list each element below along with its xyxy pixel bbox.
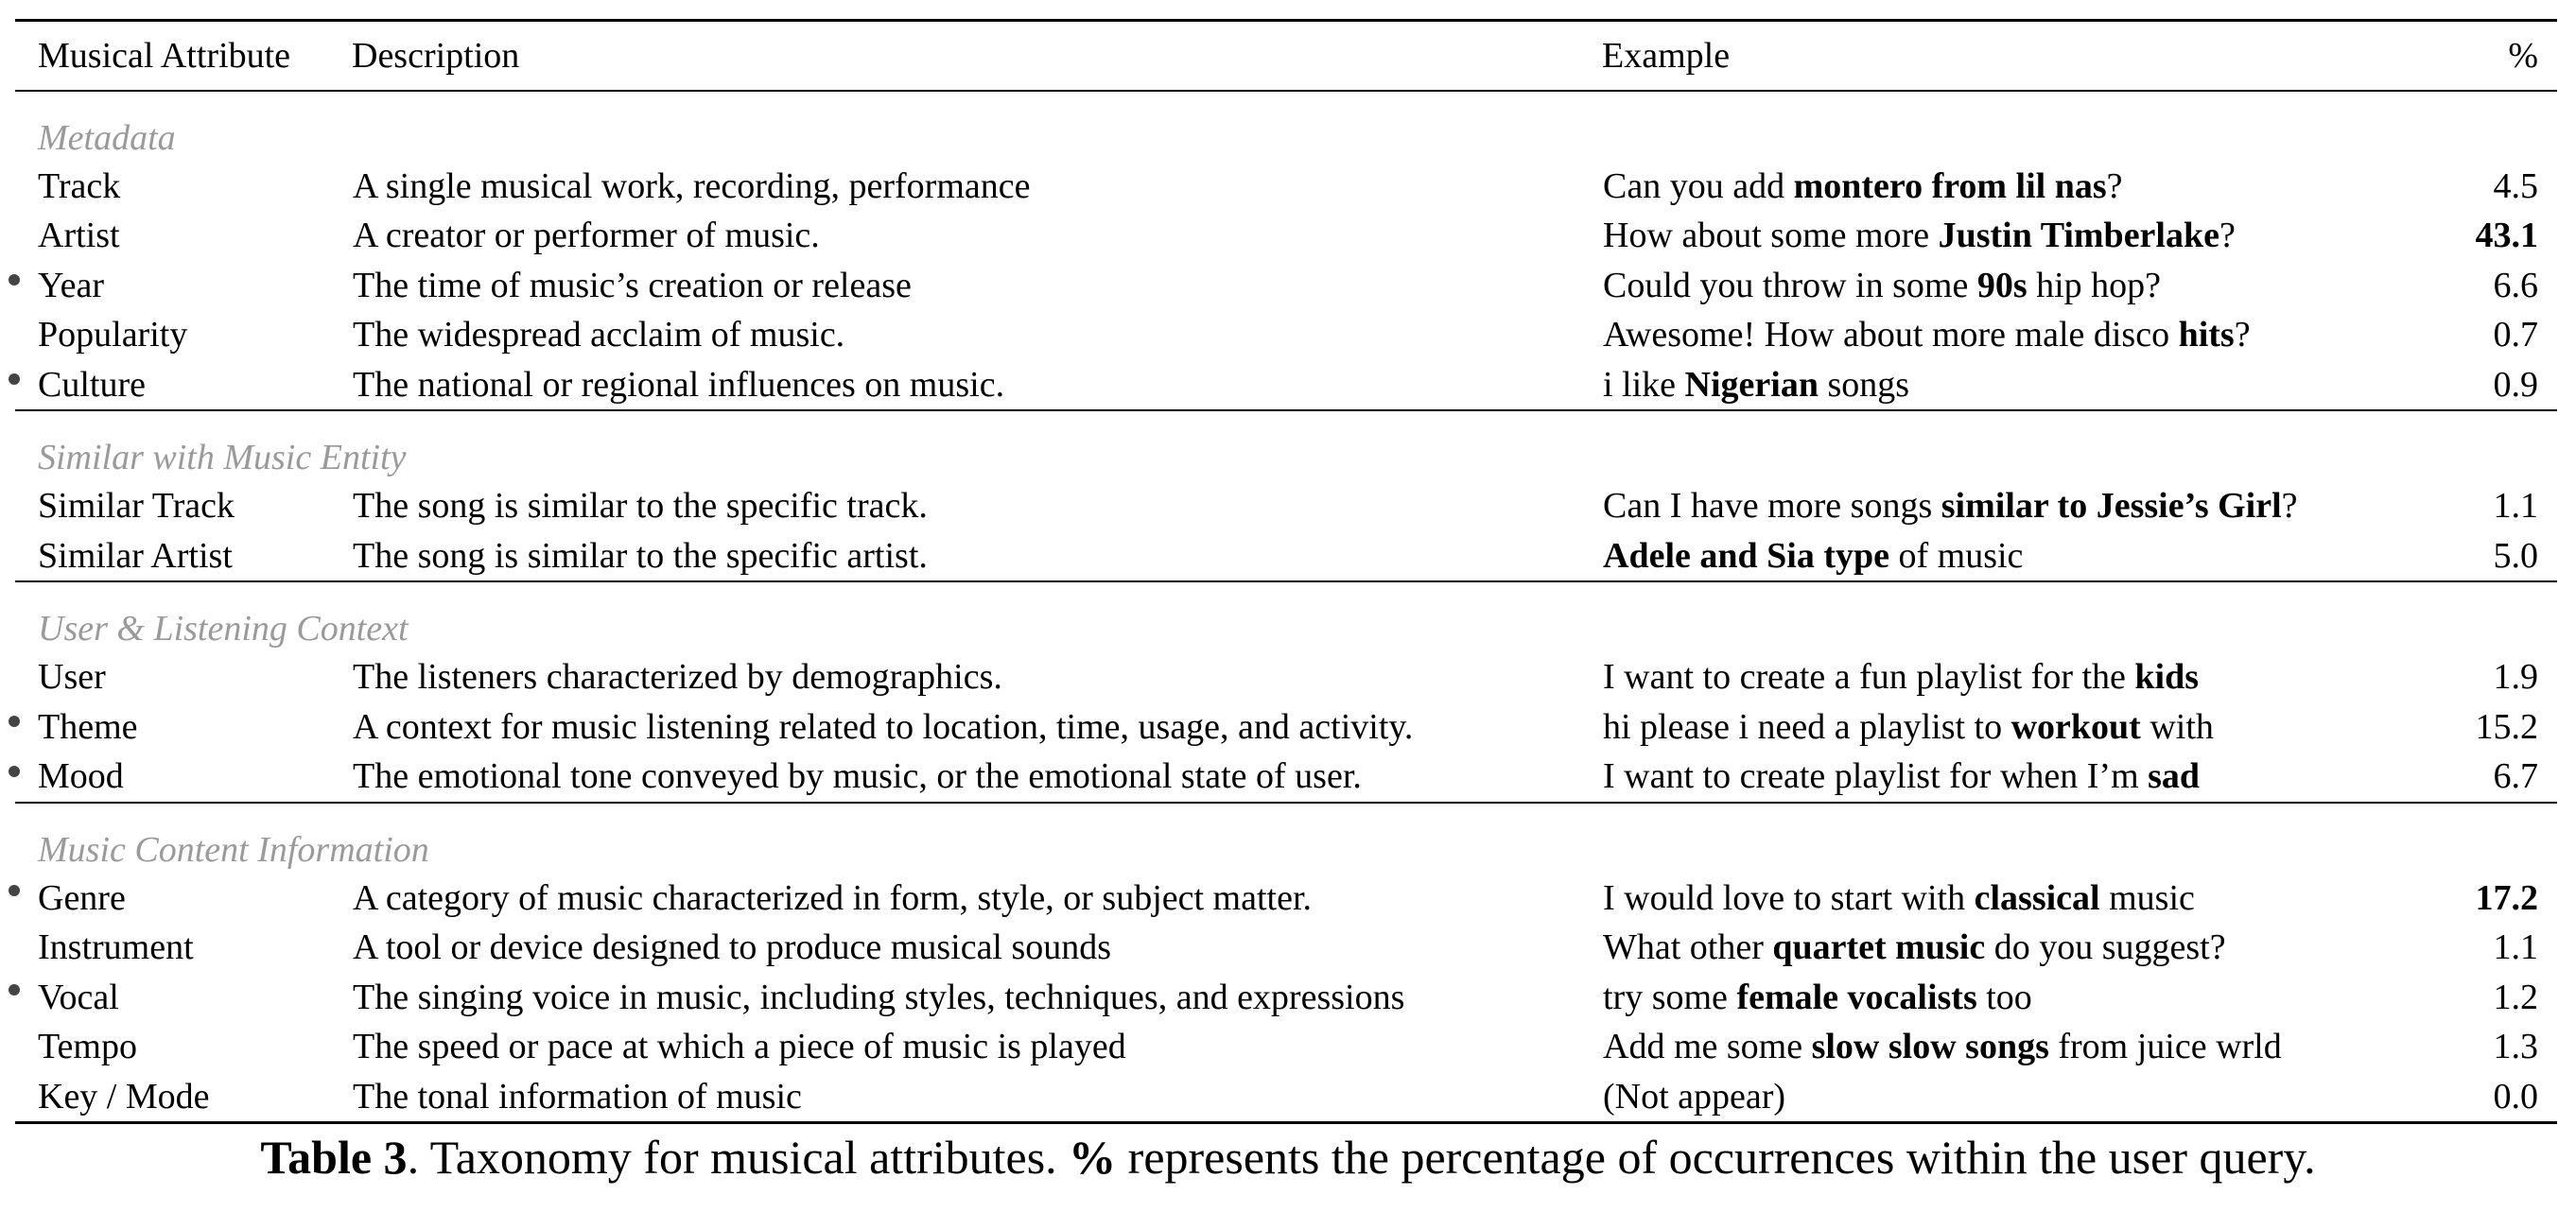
margin-dot: [9, 984, 20, 996]
example-cell: [1602, 923, 2421, 973]
table-row: [15, 310, 2557, 360]
example-text: What other: [1603, 927, 1773, 968]
example-text: i like: [1603, 364, 1685, 405]
example-text: too: [1976, 977, 2032, 1017]
example-highlight: quartet music: [1772, 927, 1986, 968]
taxonomy-table: [15, 19, 2557, 1124]
header-description: Description: [352, 21, 1602, 91]
attribute-cell: Year: [38, 265, 105, 305]
section-header-row: [15, 803, 2557, 874]
section-header-row: [15, 91, 2557, 162]
percent-cell: 1.9: [2493, 657, 2538, 698]
example-highlight: classical: [1974, 877, 2100, 918]
taxonomy-table-container: [15, 19, 2557, 1124]
percent-cell: 0.9: [2421, 360, 2557, 411]
percent-cell: 1.2: [2493, 977, 2538, 1017]
margin-dot: [9, 716, 20, 727]
example-highlight: Adele and Sia type: [1603, 535, 1889, 576]
percent-cell: 6.6: [2493, 265, 2538, 305]
section-title: User & Listening Context: [38, 609, 409, 649]
section-header-row: [15, 410, 2557, 481]
margin-dot: [9, 885, 20, 896]
description-cell: A category of music characterized in form, style, or subject matter.: [353, 877, 1313, 918]
percent-cell: 15.2: [2475, 706, 2538, 747]
description-cell: The listeners characterized by demographics.: [353, 657, 1002, 698]
table-header: [15, 21, 2557, 91]
example-cell: [1602, 702, 2421, 753]
example-text: songs: [1818, 364, 1910, 405]
example-cell: [1602, 1072, 2421, 1123]
caption-label: Table 3: [260, 1131, 408, 1184]
example-text: of music: [1888, 535, 2024, 576]
caption-symbol: %: [1069, 1131, 1117, 1184]
example-highlight: montero from lil nas: [1793, 165, 2107, 206]
example-cell: [1602, 360, 2421, 411]
example-text: hi please i need a playlist to: [1603, 706, 2011, 747]
percent-cell: 1.3: [2493, 1027, 2538, 1067]
example-highlight: slow slow songs: [1811, 1027, 2049, 1067]
percent-cell: 0.7: [2493, 315, 2538, 355]
attribute-cell: Culture: [15, 360, 352, 411]
table-row: [15, 481, 2557, 531]
header-row: [15, 21, 2557, 91]
attribute-cell: Theme: [38, 706, 138, 747]
caption-text-1: . Taxonomy for musical attributes.: [407, 1131, 1070, 1184]
percent-cell: 4.5: [2493, 165, 2538, 206]
example-cell: [1602, 874, 2421, 924]
example-text: (Not appear): [1603, 1076, 1786, 1117]
attribute-cell: Popularity: [38, 315, 188, 355]
table-row: [15, 360, 2557, 411]
attribute-cell: Similar Artist: [15, 531, 352, 582]
example-text: Can I have more songs: [1603, 486, 1941, 527]
percent-cell: 1.1: [2493, 486, 2538, 527]
example-cell: [1602, 162, 2421, 212]
description-cell: A context for music listening related to location, time, usage, and activity.: [353, 706, 1414, 747]
table-row: [15, 211, 2557, 261]
attribute-cell: Similar Track: [38, 486, 235, 527]
example-highlight: Nigerian: [1684, 364, 1819, 405]
example-text: ?: [2281, 486, 2298, 527]
example-text: ?: [2219, 216, 2236, 256]
example-text: How about some more: [1603, 216, 1939, 256]
example-highlight: 90s: [1976, 265, 2028, 305]
description-cell: The widespread acclaim of music.: [353, 315, 845, 355]
description-cell: A single musical work, recording, performance: [353, 165, 1031, 206]
margin-dot: [9, 373, 20, 385]
table-body: [15, 91, 2557, 1123]
example-text: from juice wrld: [2048, 1027, 2282, 1067]
percent-cell: 43.1: [2475, 216, 2538, 256]
description-cell: A tool or device designed to produce musical sounds: [353, 927, 1112, 968]
example-text: ?: [2234, 315, 2251, 355]
percent-cell: 1.1: [2493, 927, 2538, 968]
description-cell: The song is similar to the specific track.: [353, 486, 928, 527]
example-cell: [1602, 531, 2421, 582]
example-cell: [1602, 652, 2421, 702]
table-row: [15, 874, 2557, 924]
example-highlight: hits: [2178, 315, 2235, 355]
header-example: Example: [1602, 21, 2421, 91]
attribute-cell: Tempo: [38, 1027, 137, 1067]
example-text: I want to create playlist for when I’m: [1603, 756, 2149, 797]
percent-cell: 0.0: [2421, 1072, 2557, 1123]
example-highlight: Justin Timberlake: [1938, 216, 2219, 256]
example-text: ?: [2106, 165, 2123, 206]
attribute-cell: Instrument: [38, 927, 194, 968]
attribute-cell: User: [38, 657, 106, 698]
example-text: hip hop?: [2027, 265, 2162, 305]
description-cell: The emotional tone conveyed by music, or the emotional state of user.: [352, 752, 1602, 803]
example-cell: [1602, 261, 2421, 311]
attribute-cell: Key / Mode: [15, 1072, 352, 1123]
description-cell: The national or regional influences on music.: [352, 360, 1602, 411]
table-row: [15, 162, 2557, 212]
example-text: music: [2099, 877, 2195, 918]
example-text: Can you add: [1603, 165, 1794, 206]
description-cell: The tonal information of music: [352, 1072, 1602, 1123]
description-cell: The song is similar to the specific artist.: [352, 531, 1602, 582]
description-cell: The speed or pace at which a piece of music is played: [353, 1027, 1126, 1067]
example-cell: [1602, 973, 2421, 1023]
table-row: [15, 973, 2557, 1023]
attribute-cell: Artist: [38, 216, 120, 256]
section-title: Similar with Music Entity: [38, 438, 407, 477]
description-cell: The time of music’s creation or release: [353, 265, 912, 305]
example-text: I want to create a fun playlist for the: [1603, 657, 2135, 698]
example-cell: [1602, 310, 2421, 360]
example-text: Add me some: [1603, 1027, 1812, 1067]
margin-dot: [9, 274, 20, 286]
example-highlight: similar to Jessie’s Girl: [1941, 486, 2282, 527]
example-text: do you suggest?: [1985, 927, 2226, 968]
example-text: I would love to start with: [1603, 877, 1975, 918]
attribute-cell: Genre: [38, 877, 126, 918]
example-text: try some: [1603, 977, 1737, 1017]
example-text: Could you throw in some: [1603, 265, 1977, 305]
table-row: [15, 1072, 2557, 1123]
example-text: Awesome! How about more male disco: [1603, 315, 2179, 355]
table-row: [15, 531, 2557, 582]
example-highlight: sad: [2148, 756, 2201, 797]
table-row: [15, 1022, 2557, 1072]
section-title: Music Content Information: [38, 829, 429, 870]
attribute-cell: Mood: [15, 752, 352, 803]
example-cell: [1602, 481, 2421, 531]
caption-text-2: represents the percentage of occurrences within the user query.: [1116, 1131, 2316, 1184]
example-highlight: female vocalists: [1736, 977, 1977, 1017]
table-caption: [0, 1130, 2576, 1185]
example-highlight: workout: [2010, 706, 2141, 747]
table-row: [15, 752, 2557, 803]
table-row: [15, 702, 2557, 753]
table-row: [15, 652, 2557, 702]
percent-cell: 5.0: [2421, 531, 2557, 582]
table-row: [15, 923, 2557, 973]
example-text: with: [2140, 706, 2214, 747]
attribute-cell: Vocal: [38, 977, 119, 1017]
description-cell: A creator or performer of music.: [353, 216, 820, 256]
header-attribute: Musical Attribute: [15, 21, 352, 91]
section-header-row: [15, 581, 2557, 652]
example-cell: [1602, 1022, 2421, 1072]
example-highlight: kids: [2134, 657, 2200, 698]
header-percent: %: [2421, 21, 2557, 91]
margin-dot: [9, 766, 20, 777]
section-title: Metadata: [38, 117, 176, 158]
example-cell: [1602, 752, 2421, 803]
percent-cell: 17.2: [2475, 877, 2538, 918]
attribute-cell: Track: [38, 165, 121, 206]
percent-cell: 6.7: [2421, 752, 2557, 803]
table-row: [15, 261, 2557, 311]
example-cell: [1602, 211, 2421, 261]
description-cell: The singing voice in music, including styles, techniques, and expressions: [353, 977, 1405, 1017]
